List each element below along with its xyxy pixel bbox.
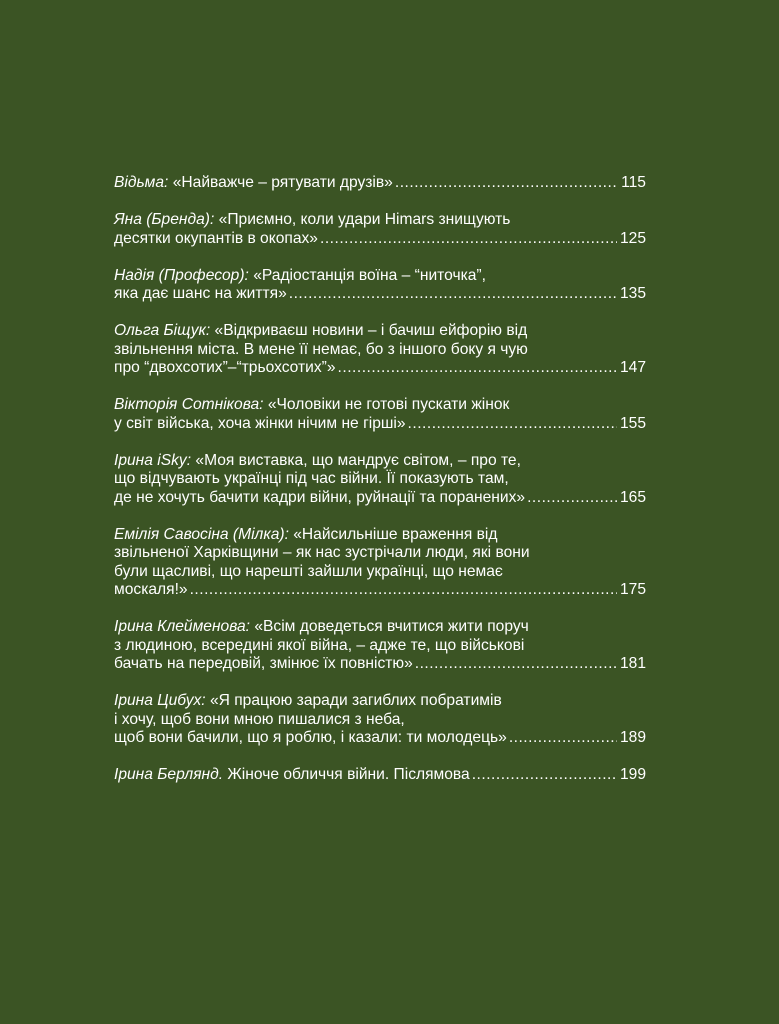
toc-leader-dots xyxy=(527,489,617,508)
toc-entry-line xyxy=(114,452,646,471)
toc-entry-title-cont: і хочу, щоб вони мною пишалися з неба, xyxy=(114,710,405,728)
toc-entry-author: Вікторія Сотнікова: xyxy=(114,396,264,413)
toc-entry-last-line xyxy=(114,489,646,508)
toc-entry-title: «Відкриваєш новини – і бачиш ейфорію від xyxy=(210,322,528,339)
toc-leader-dots xyxy=(408,415,617,434)
toc-entry-title-cont: були щасливі, що нарешті зайшли українці, що немає xyxy=(114,562,503,580)
toc-entry-line xyxy=(114,711,646,730)
toc-page-number: 115 xyxy=(621,174,646,191)
toc-entry-line xyxy=(114,396,646,415)
toc-entry-line-text xyxy=(114,359,336,378)
toc-entry-line xyxy=(114,211,646,230)
toc-page-number: 125 xyxy=(619,229,646,247)
toc-leader-dots xyxy=(320,230,617,249)
toc-entry-title: «Приємно, коли удари Himars знищують xyxy=(214,211,511,228)
toc-entry-line-text xyxy=(114,489,525,508)
table-of-contents xyxy=(114,174,646,803)
toc-entry-line xyxy=(114,470,646,489)
toc-entry[interactable] xyxy=(114,692,646,748)
toc-entry[interactable] xyxy=(114,396,646,433)
toc-page-number: 165 xyxy=(619,488,646,506)
toc-entry-last-line xyxy=(114,415,646,434)
toc-entry-line-text xyxy=(114,285,287,304)
toc-entry-author: Ольга Біщук: xyxy=(114,322,211,339)
toc-page-number: 155 xyxy=(619,414,646,432)
toc-entry-line-text xyxy=(114,415,406,434)
toc-entry-author: Надія (Професор): xyxy=(114,266,249,284)
toc-entry-author: Ірина Клейменова: xyxy=(114,618,251,635)
toc-entry-line xyxy=(114,637,646,656)
toc-entry-author: Ірина Цибух: xyxy=(114,692,206,709)
toc-entry-title-cont: з людиною, всередині якої війна, – адже те, що військові xyxy=(114,636,525,654)
toc-entry-line-text xyxy=(114,766,470,785)
toc-entry-last-line xyxy=(114,285,646,304)
toc-entry-author: Яна (Бренда): xyxy=(114,211,215,228)
toc-page-number: 199 xyxy=(619,766,646,783)
toc-entry-line xyxy=(114,544,646,563)
toc-entry[interactable] xyxy=(114,526,646,600)
toc-entry[interactable] xyxy=(114,267,646,304)
toc-entry-title-cont: про “двохсотих”–“трьохсотих”» xyxy=(114,359,336,376)
toc-entry-line-text xyxy=(114,581,188,600)
toc-entry-last-line xyxy=(114,359,646,378)
toc-entry-author: Ірина iSky: xyxy=(114,451,192,469)
toc-entry-title-cont: щоб вони бачили, що я роблю, і казали: ти молодець» xyxy=(114,729,507,746)
toc-entry-line xyxy=(114,692,646,711)
toc-entry-line xyxy=(114,341,646,360)
toc-entry[interactable] xyxy=(114,618,646,674)
toc-entry-title: «Чоловіки не готові пускати жінок xyxy=(263,396,510,413)
toc-entry-title-cont: десятки окупантів в окопах» xyxy=(114,229,318,247)
toc-entry-last-line xyxy=(114,174,646,193)
toc-page-number: 189 xyxy=(619,729,646,746)
toc-entry-line-text xyxy=(114,230,318,249)
toc-leader-dots xyxy=(338,359,617,378)
toc-entry-line-text xyxy=(114,174,393,193)
toc-entry-line-text xyxy=(114,729,507,748)
toc-leader-dots xyxy=(190,581,617,600)
toc-entry-title-cont: що відчувають українці під час війни. Її показують там, xyxy=(114,470,509,487)
toc-entry-last-line xyxy=(114,655,646,674)
toc-page-number: 181 xyxy=(619,655,646,672)
toc-entry-line-text xyxy=(114,655,413,674)
toc-entry-last-line xyxy=(114,581,646,600)
toc-entry-line xyxy=(114,267,646,286)
toc-entry-title-cont: яка дає шанс на життя» xyxy=(114,285,287,302)
toc-entry-title-cont: москаля!» xyxy=(114,581,188,598)
toc-entry[interactable] xyxy=(114,322,646,378)
toc-entry-last-line xyxy=(114,729,646,748)
toc-entry-line xyxy=(114,618,646,637)
toc-entry-title-cont: у світ війська, хоча жінки нічим не гірші» xyxy=(114,414,406,432)
toc-entry-line xyxy=(114,563,646,582)
toc-leader-dots xyxy=(472,766,617,785)
toc-entry-title: «Я працюю заради загиблих побратимів xyxy=(205,692,502,709)
toc-entry[interactable] xyxy=(114,452,646,508)
toc-entry-title: Жіноче обличчя війни. Післямова xyxy=(223,766,470,783)
toc-entry[interactable] xyxy=(114,766,646,785)
toc-entry-last-line xyxy=(114,230,646,249)
toc-leader-dots xyxy=(395,174,618,193)
toc-page-number: 135 xyxy=(619,285,646,302)
toc-entry-title: «Найважче – рятувати друзів» xyxy=(168,174,393,191)
toc-entry-title-cont: звільненої Харківщини – як нас зустрічали люди, які вони xyxy=(114,544,530,561)
toc-entry[interactable] xyxy=(114,174,646,193)
toc-entry-last-line xyxy=(114,766,646,785)
toc-page-number: 175 xyxy=(619,581,646,598)
toc-page-number: 147 xyxy=(619,359,646,376)
toc-entry-author: Відьма: xyxy=(114,174,169,191)
toc-entry-title-cont: бачать на передовій, змінює їх повністю» xyxy=(114,655,413,672)
toc-entry-title-cont: звільнення міста. В мене її немає, бо з іншого боку я чую xyxy=(114,340,528,358)
toc-entry-line xyxy=(114,526,646,545)
toc-entry-line xyxy=(114,322,646,341)
toc-leader-dots xyxy=(509,729,617,748)
toc-entry-author: Ірина Берлянд. xyxy=(114,766,224,783)
toc-entry[interactable] xyxy=(114,211,646,248)
toc-entry-title-cont: де не хочуть бачити кадри війни, руйнації та поранених» xyxy=(114,488,526,506)
toc-entry-title: «Найсильніше враження від xyxy=(288,525,498,543)
toc-entry-title: «Радіостанція воїна – “ниточка”, xyxy=(248,266,486,284)
toc-entry-title: «Моя виставка, що мандрує світом, – про те, xyxy=(191,451,521,469)
toc-entry-author: Емілія Савосіна (Мілка): xyxy=(114,525,289,543)
toc-entry-title: «Всім доведеться вчитися жити поруч xyxy=(250,618,529,635)
toc-leader-dots xyxy=(289,285,617,304)
toc-leader-dots xyxy=(415,655,617,674)
